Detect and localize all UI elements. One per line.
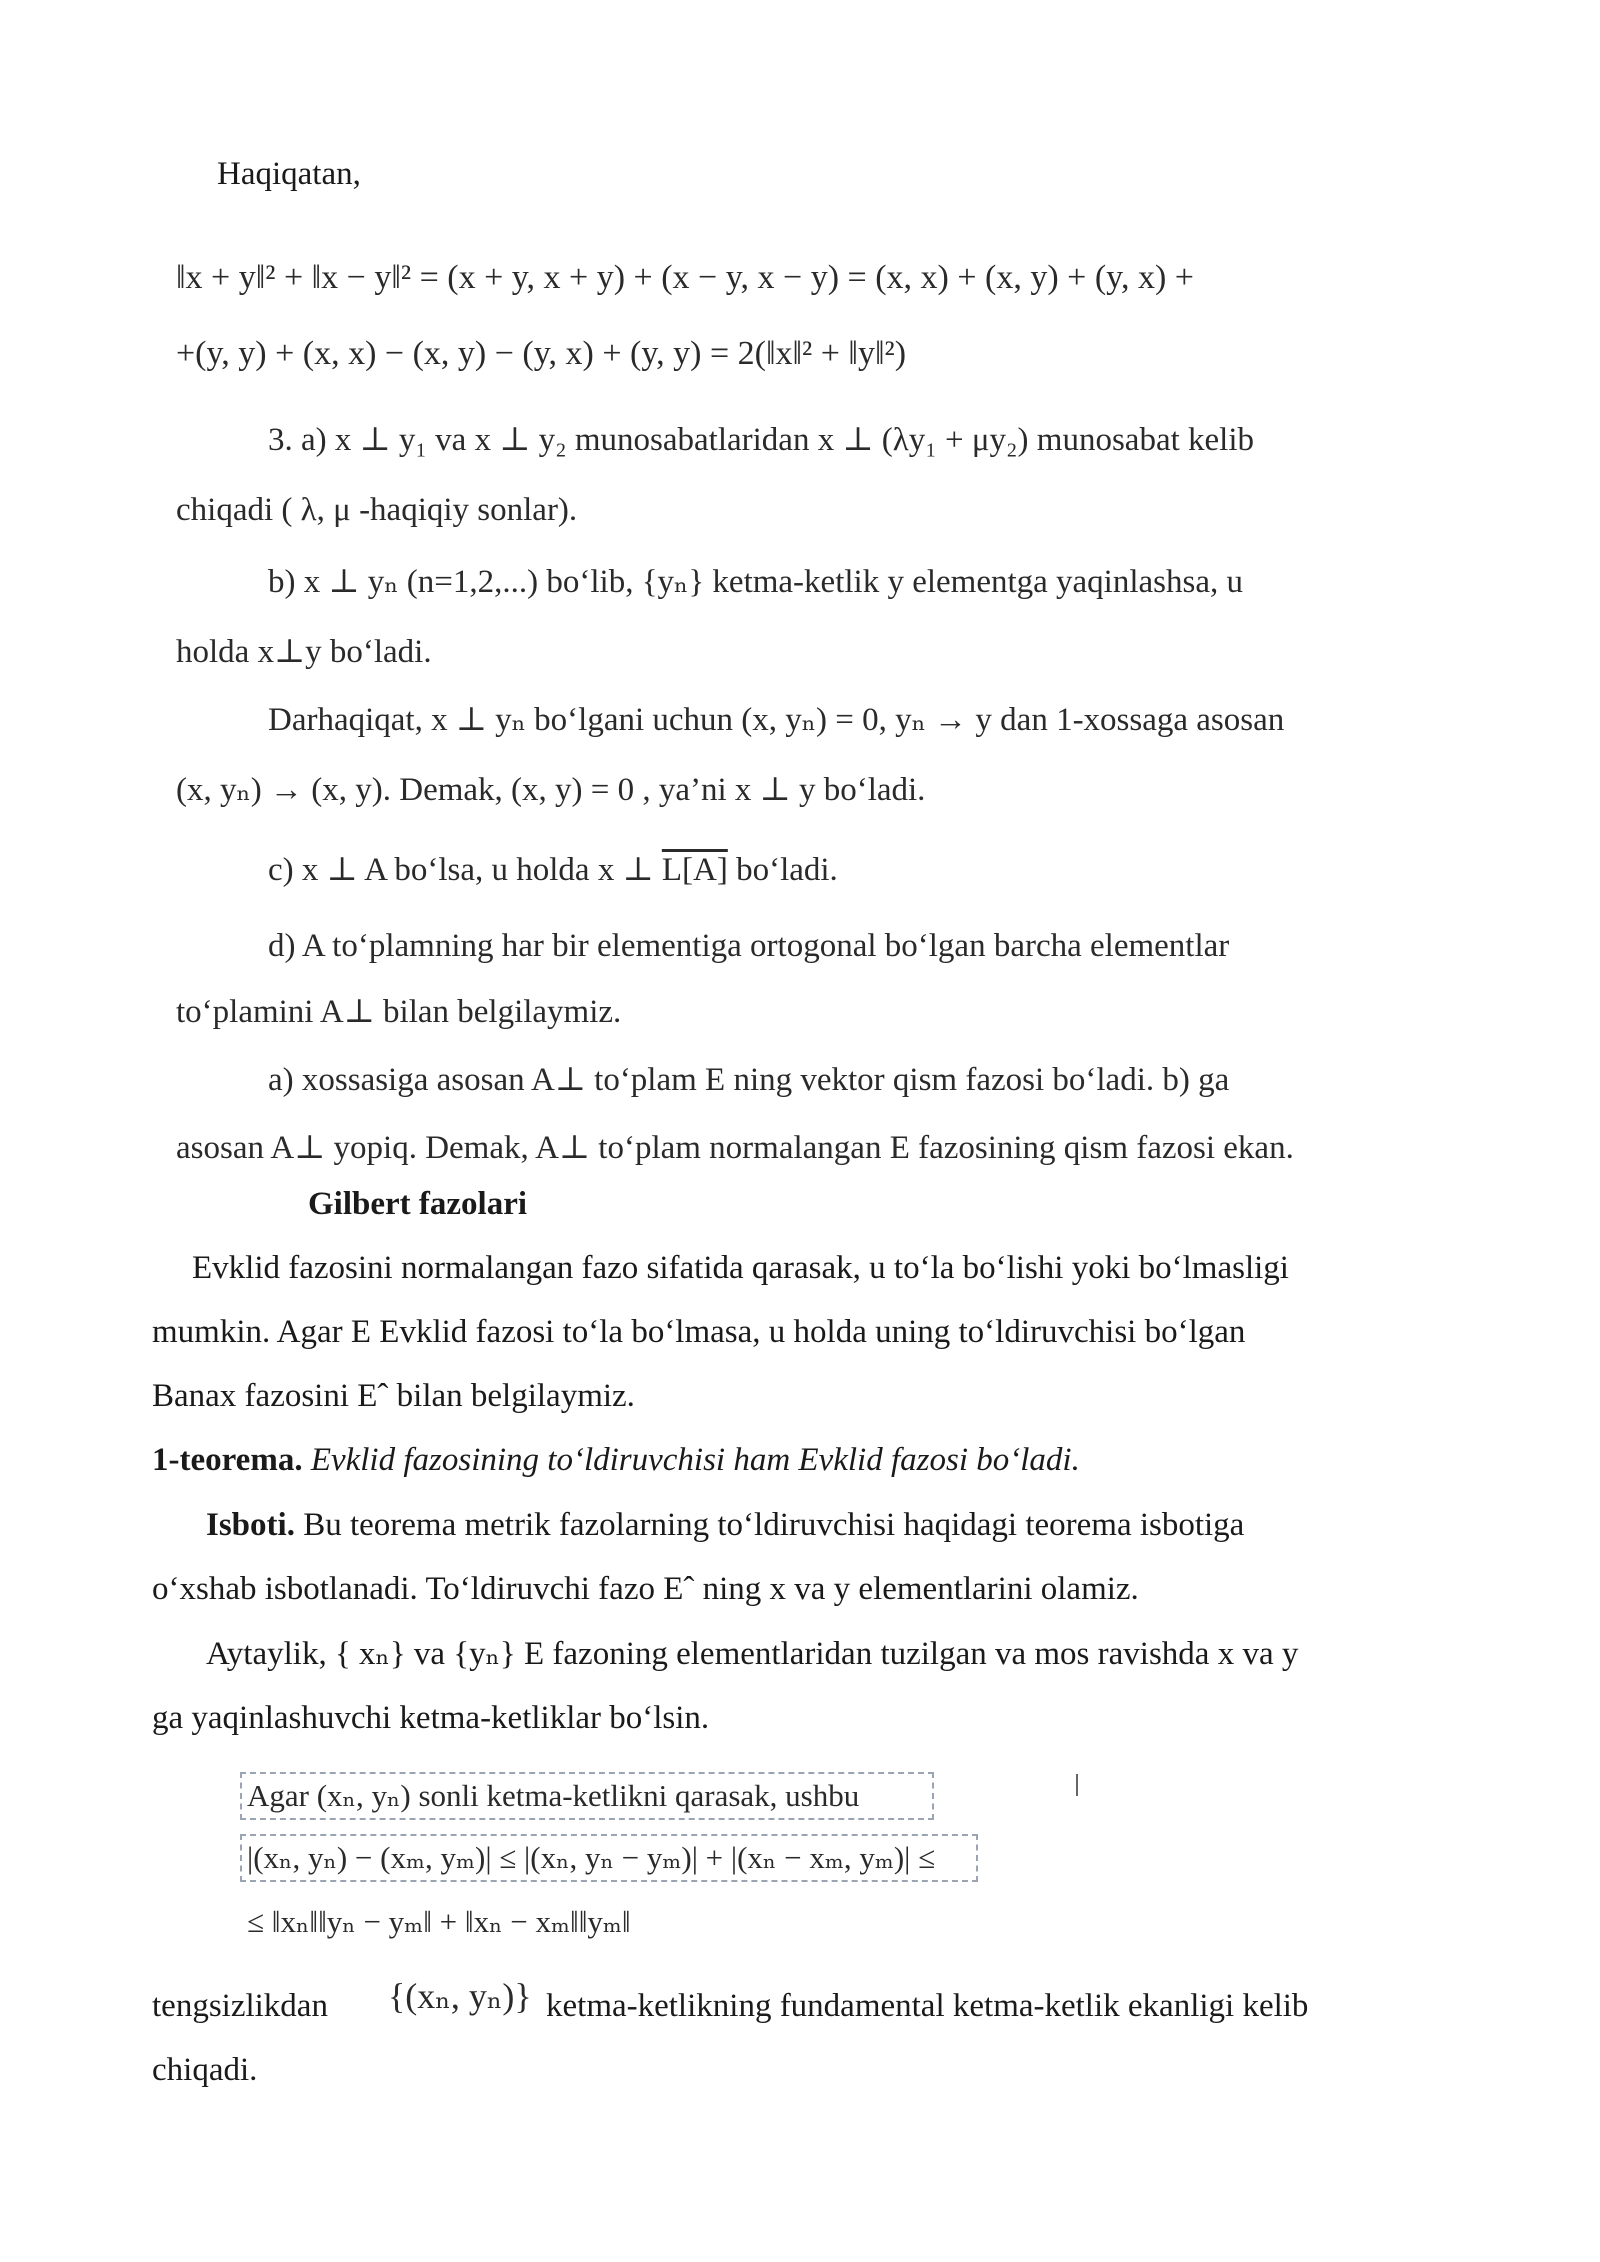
item-3a-line-2: chiqadi ( λ, μ -haqiqiy sonlar). [176, 492, 578, 528]
proof-label: Isboti. [206, 1507, 295, 1543]
final-line-1-math: {(xₙ, yₙ)} [388, 1976, 532, 2016]
item-3b-line-2: holda x⊥y bo‘ladi. [176, 634, 432, 670]
final-line-2: chiqadi. [152, 2052, 258, 2088]
item-3b-line-1: b) x ⊥ yₙ (n=1,2,...) bo‘lib, {yₙ} ketma-ketlik y elementga yaqinlashsa, u [268, 564, 1243, 600]
agar-line: Agar (xₙ, yₙ) sonli ketma-ketlikni qarasak, ushbu [247, 1778, 860, 1813]
inequality-line-2: ≤ ‖xₙ‖‖yₙ − yₘ‖ + ‖xₙ − xₘ‖‖yₘ‖ [247, 1904, 631, 1939]
aytaylik-line-2: ga yaqinlashuvchi ketma-ketliklar bo‘lsin. [152, 1700, 710, 1736]
cursor-mark [1076, 1774, 1078, 1796]
item-3c-post: bo‘ladi. [727, 852, 838, 888]
theorem-statement: Evklid fazosining to‘ldiruvchisi ham Evklid fazosi bo‘ladi. [302, 1442, 1080, 1478]
aytaylik-line-1: Aytaylik, { xₙ} va {yₙ} E fazoning elementlaridan tuzilgan va mos ravishda x va y [206, 1636, 1299, 1672]
item-3c [268, 850, 838, 890]
proof-equation-line-1: ‖x + y‖² + ‖x − y‖² = (x + y, x + y) + (x − y, x − y) = (x, x) + (x, y) + (y, x) + [176, 259, 1194, 296]
theorem-label: 1-teorema. [152, 1442, 303, 1478]
paragraph-1-line-1: Evklid fazosini normalangan fazo sifatida qarasak, u to‘la bo‘lishi yoki bo‘lmasligi [192, 1250, 1289, 1286]
section-title: Gilbert fazolari [308, 1186, 528, 1222]
item-3c-pre: c) x ⊥ A bo‘lsa, u holda x ⊥ [268, 852, 662, 888]
intro-text: Haqiqatan, [217, 156, 361, 192]
final-line-1-post: ketma-ketlikning fundamental ketma-ketlik ekanligi kelib [546, 1988, 1309, 2024]
item-3d-line-1: d) A to‘plamning har bir elementiga ortogonal bo‘lgan barcha elementlar [268, 928, 1230, 964]
paragraph-1-line-3: Banax fazosini Eˆ bilan belgilaymiz. [152, 1378, 635, 1414]
proof-equation-line-2: +(y, y) + (x, x) − (x, y) − (y, x) + (y, y) = 2(‖x‖² + ‖y‖²) [176, 335, 907, 372]
theorem [152, 1440, 1080, 1480]
proof-3b-line-2: (x, yₙ) → (x, y). Demak, (x, y) = 0 , ya’ni x ⊥ y bo‘ladi. [176, 772, 926, 808]
item-3e-line-1: a) xossasiga asosan A⊥ to‘plam E ning vektor qism fazosi bo‘ladi. b) ga [268, 1062, 1230, 1098]
inequality-line-1: |(xₙ, yₙ) − (xₘ, yₘ)| ≤ |(xₙ, yₙ − yₘ)| + |(xₙ − xₘ, yₘ)| ≤ [247, 1840, 936, 1875]
proof-text-1: Bu teorema metrik fazolarning to‘ldiruvchisi haqidagi teorema isbotiga [294, 1507, 1245, 1543]
item-3a-line-1: 3. a) x ⊥ y₁ va x ⊥ y₂ munosabatlaridan x ⊥ (λy₁ + μy₂) munosabat kelib [268, 422, 1254, 458]
paragraph-1-line-2: mumkin. Agar E Evklid fazosi to‘la bo‘lmasa, u holda uning to‘ldiruvchisi bo‘lgan [152, 1314, 1246, 1350]
closure-expression: L[A] [661, 852, 728, 888]
proof-3b-line-1: Darhaqiqat, x ⊥ yₙ bo‘lgani uchun (x, yₙ) = 0, yₙ → y dan 1-xossaga asosan [268, 702, 1285, 738]
item-3d-line-2: to‘plamini A⊥ bilan belgilaymiz. [176, 994, 622, 1030]
item-3e-line-2: asosan A⊥ yopiq. Demak, A⊥ to‘plam normalangan E fazosining qism fazosi ekan. [176, 1130, 1294, 1166]
final-line-1-pre: tengsizlikdan [152, 1988, 328, 2024]
proof-intro-line-1 [206, 1505, 1244, 1545]
proof-intro-line-2: o‘xshab isbotlanadi. To‘ldiruvchi fazo Eˆ ning x va y elementlarini olamiz. [152, 1571, 1139, 1607]
